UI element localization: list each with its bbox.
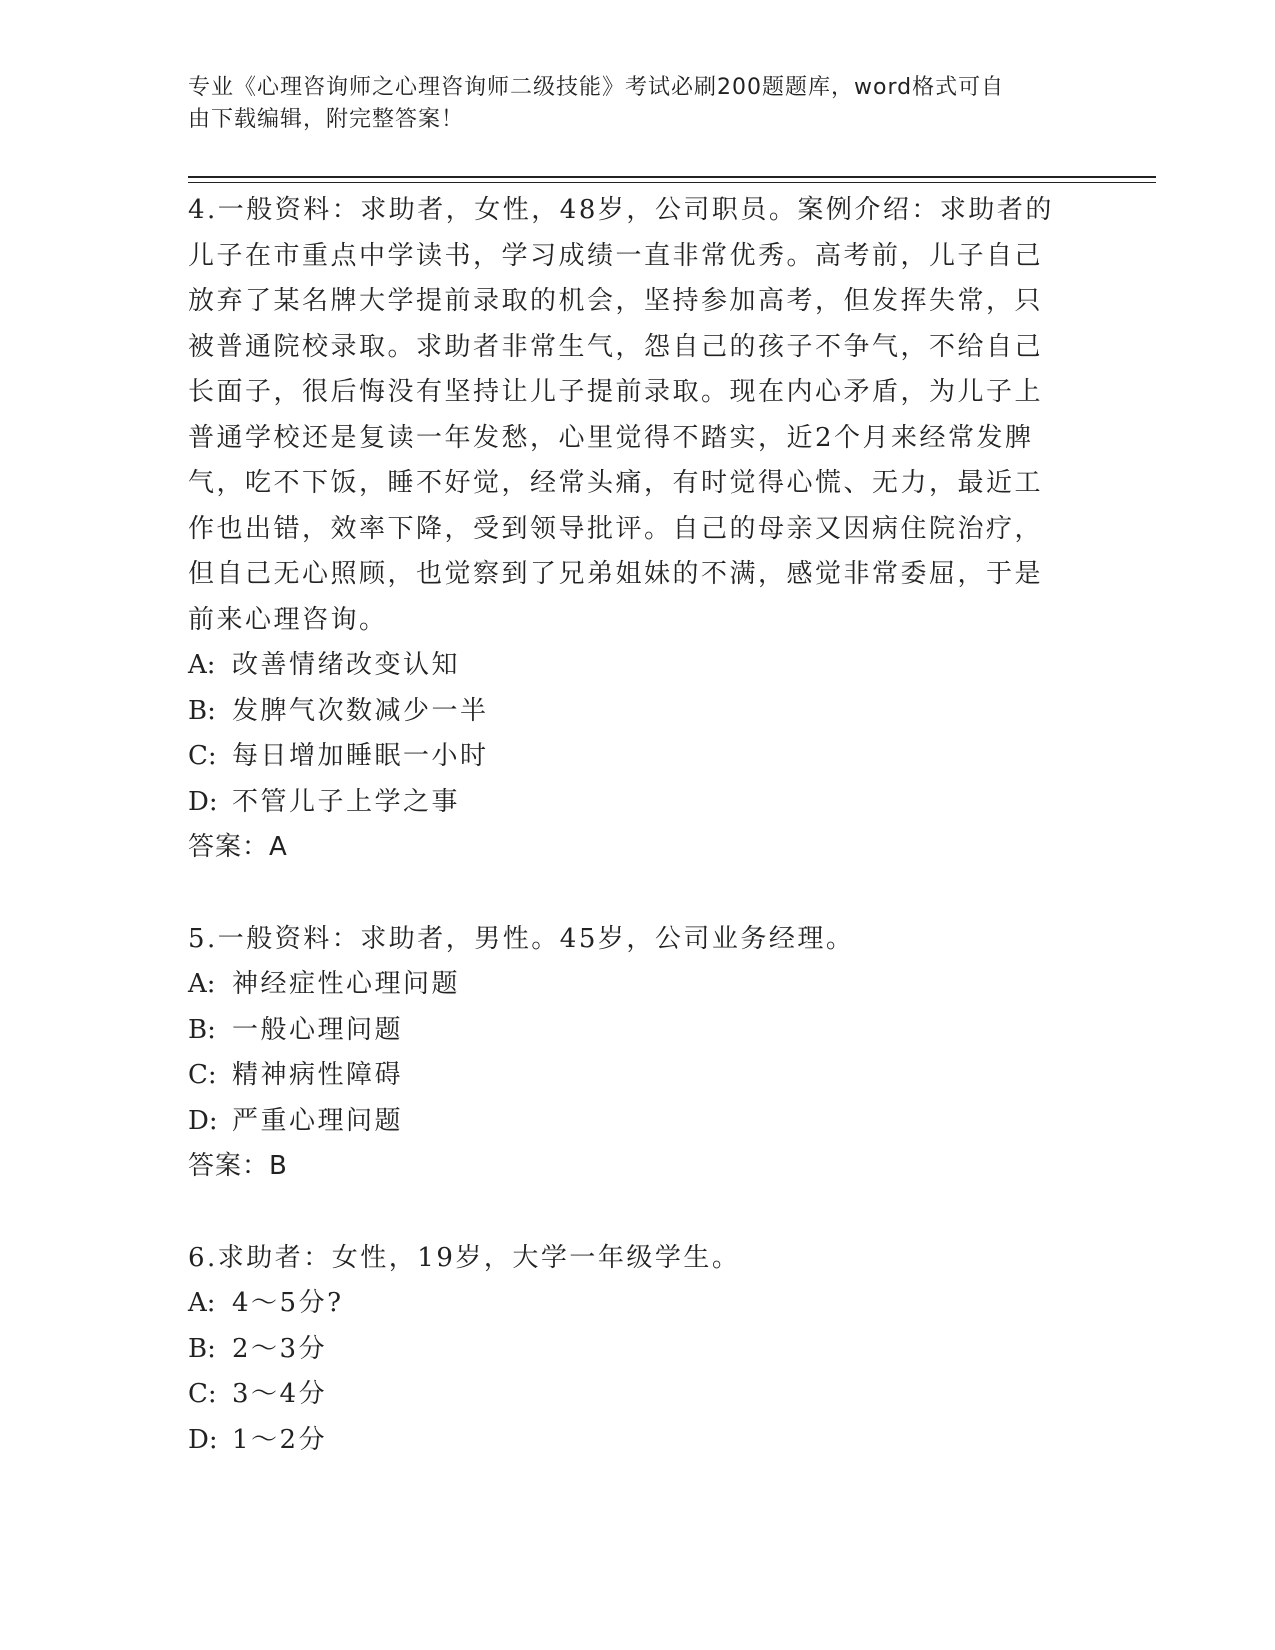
header-divider-thin	[188, 182, 1156, 183]
question-block-6	[188, 1236, 1068, 1464]
option-a	[188, 962, 1068, 1008]
spacer	[188, 871, 1068, 917]
question-block-5	[188, 917, 1068, 1190]
option-c	[188, 1053, 1068, 1099]
question-line: 气，吃不下饭，睡不好觉，经常头痛，有时觉得心慌、无力，最近工	[188, 468, 1044, 498]
option-text: 神经症性心理问题	[232, 969, 461, 999]
answer-line: 答案：A	[188, 832, 288, 862]
option-c	[188, 734, 1068, 780]
option-text: 4～5分?	[232, 1288, 344, 1318]
option-letter: C:	[188, 1379, 217, 1409]
question-line: 5.一般资料：求助者，男性。45岁，公司业务经理。	[188, 923, 855, 954]
header-divider-thick	[188, 176, 1156, 178]
question-line: 前来心理咨询。	[188, 604, 388, 635]
option-letter: A:	[188, 1288, 216, 1318]
option-letter: D:	[188, 1424, 218, 1455]
option-a	[188, 643, 1068, 689]
option-text: 严重心理问题	[232, 1105, 404, 1136]
option-text: 发脾气次数减少一半	[232, 695, 489, 726]
question-line: 被普通院校录取。求助者非常生气，怨自己的孩子不争气，不给自己	[188, 331, 1044, 362]
option-a	[188, 1281, 1068, 1327]
question-line: 儿子在市重点中学读书，学习成绩一直非常优秀。高考前，儿子自己	[188, 240, 1044, 271]
option-text: 精神病性障碍	[232, 1060, 404, 1090]
option-letter: A:	[188, 650, 216, 680]
question-line: 普通学校还是复读一年发愁，心里觉得不踏实，近2个月来经常发脾	[188, 422, 1034, 453]
option-letter: A:	[188, 969, 216, 999]
option-letter: C:	[188, 741, 217, 771]
option-b	[188, 1008, 1068, 1054]
document-header	[188, 72, 1068, 136]
option-letter: D:	[188, 1105, 218, 1136]
option-d	[188, 780, 1068, 826]
question-line: 6.求助者：女性，19岁，大学一年级学生。	[188, 1242, 741, 1273]
option-text: 3～4分	[232, 1379, 328, 1409]
option-letter: B:	[188, 695, 216, 726]
option-letter: B:	[188, 1333, 216, 1364]
option-b	[188, 1327, 1068, 1373]
answer-line: 答案：B	[188, 1151, 288, 1181]
question-line: 放弃了某名牌大学提前录取的机会，坚持参加高考，但发挥失常，只	[188, 286, 1044, 316]
option-letter: C:	[188, 1060, 217, 1090]
question-block-4	[188, 188, 1068, 871]
option-text: 1～2分	[232, 1424, 328, 1455]
question-line: 但自己无心照顾，也觉察到了兄弟姐妹的不满，感觉非常委屈，于是	[188, 559, 1044, 589]
spacer	[188, 1190, 1068, 1236]
option-text: 每日增加睡眠一小时	[232, 741, 489, 771]
question-line: 长面子，很后悔没有坚持让儿子提前录取。现在内心矛盾，为儿子上	[188, 377, 1044, 407]
question-line: 4.一般资料：求助者，女性，48岁，公司职员。案例介绍：求助者的	[188, 195, 1054, 225]
option-letter: B:	[188, 1014, 216, 1045]
option-text: 改善情绪改变认知	[232, 650, 461, 680]
option-c	[188, 1372, 1068, 1418]
option-letter: D:	[188, 786, 218, 817]
header-line-2: 由下载编辑，附完整答案！	[188, 107, 465, 132]
option-d	[188, 1099, 1068, 1145]
option-b	[188, 689, 1068, 735]
question-line: 作也出错，效率下降，受到领导批评。自己的母亲又因病住院治疗，	[188, 513, 1044, 544]
option-text: 一般心理问题	[232, 1014, 404, 1045]
question-list	[188, 188, 1068, 1463]
option-text: 不管儿子上学之事	[232, 786, 461, 817]
option-text: 2～3分	[232, 1333, 328, 1364]
option-d	[188, 1418, 1068, 1464]
header-line-1: 专业《心理咨询师之心理咨询师二级技能》考试必刷200题题库，word格式可自	[188, 75, 1005, 100]
